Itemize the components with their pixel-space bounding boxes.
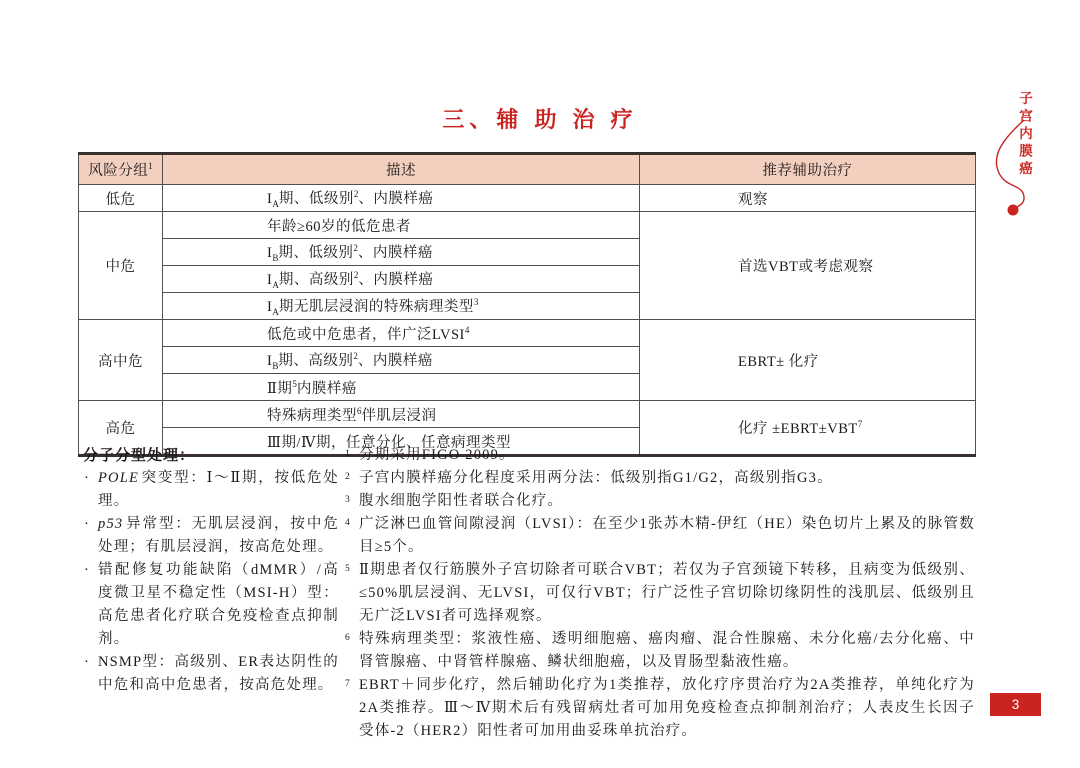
footnote-number: 7 (345, 679, 350, 689)
column-header-risk-group: 风险分组$^1$ (79, 154, 163, 185)
footnote-list (342, 444, 975, 743)
footnote: 2 子宫内膜样癌分化程度采用两分法：低级别指G1/G2，高级别指G3。 (342, 467, 975, 490)
molecular-item: · POLE 突变型：Ⅰ～Ⅱ期，按低危处理。 (83, 467, 339, 513)
footnote-number: 3 (345, 495, 350, 505)
bullet-dot-icon: · (84, 654, 91, 670)
description-cell: 低危或中危患者，伴广泛LVSI$^4$ (163, 320, 640, 347)
footnote-number: 4 (345, 518, 350, 528)
table-row (79, 185, 976, 212)
risk-table (78, 152, 976, 457)
risk-group-cell: 高中危 (79, 320, 163, 401)
side-tab-label: 子宫内膜癌 (1017, 91, 1032, 179)
footnote: 7 EBRT＋同步化疗，然后辅助化疗为1类推荐，放化疗序贯治疗为2A类推荐，单纯化疗为2A类推荐。Ⅲ～Ⅳ期术后有残留病灶者可加用免疫检查点抑制剂治疗；人表皮生长因子受体-2（HER2）阳性者可加用曲妥珠单抗治疗。 (342, 674, 975, 743)
molecular-item: · NSMP型：高级别、ER表达阴性的中危和高中危患者，按高危处理。 (83, 651, 339, 697)
description-cell: 特殊病理类型$^6$伴肌层浸润 (163, 401, 640, 428)
bullet-dot-icon: · (84, 470, 91, 486)
molecular-list (83, 467, 339, 697)
molecular-section (83, 444, 339, 697)
footnote-number: 6 (345, 633, 350, 643)
footnote: 1 分期采用FIGO 2009。 (342, 444, 975, 467)
footnote: 6 特殊病理类型：浆液性癌、透明细胞癌、癌肉瘤、混合性腺癌、未分化癌/去分化癌、中肾管腺癌、中肾管样腺癌、鳞状细胞癌，以及胃肠型黏液性癌。 (342, 628, 975, 674)
footnote: 3 腹水细胞学阳性者联合化疗。 (342, 490, 975, 513)
header-row (79, 154, 976, 185)
ribbon-decoration-icon (986, 116, 1038, 220)
description-cell: Ⅲ期/Ⅳ期，任意分化、任意病理类型 (163, 428, 640, 456)
description-cell: 年龄≥60岁的低危患者 (163, 212, 640, 239)
footnote-number: 5 (345, 564, 350, 574)
column-header-description: 描述 (163, 154, 640, 185)
footnote: 5 Ⅱ期患者仅行筋膜外子宫切除者可联合VBT；若仅为子宫颈镜下转移，且病变为低级别、≤50%肌层浸润、无LVSI，可仅行VBT；行广泛性子宫切除切缘阴性的浅肌层、低级别且无广泛LVSI者可选择观察。 (342, 559, 975, 628)
table-row (79, 320, 976, 347)
bullet-dot-icon: · (84, 562, 91, 578)
footnote-number: 1 (345, 449, 350, 459)
description-cell: $I_A$期、高级别$^2$、内膜样癌 (163, 266, 640, 293)
treatment-cell: 化疗 $\pm EBRT\pm VBT^7$ (640, 401, 976, 456)
footnote: 4 广泛淋巴血管间隙浸润（LVSI）：在至少1张苏木精-伊红（HE）染色切片上累及的脉管数目≥5个。 (342, 513, 975, 559)
treatment-cell: 观察 (640, 185, 976, 212)
page-title: 三、辅 助 治 疗 (442, 107, 638, 132)
description-cell: Ⅱ期$^5$内膜样癌 (163, 374, 640, 401)
description-cell: $I_A$期、低级别$^2$、内膜样癌 (163, 185, 640, 212)
description-cell: $I_B$期、高级别$^2$、内膜样癌 (163, 347, 640, 374)
risk-group-cell: 高危 (79, 401, 163, 456)
risk-group-cell: 低危 (79, 185, 163, 212)
table-row (79, 212, 976, 239)
bullet-dot-icon: · (84, 516, 91, 532)
table-row (79, 401, 976, 428)
treatment-cell: EBRT± 化疗 (640, 320, 976, 401)
molecular-item: · p53 异常型：无肌层浸润，按中危处理；有肌层浸润，按高危处理。 (83, 513, 339, 559)
risk-table-body (79, 185, 976, 456)
risk-table-header (79, 154, 976, 185)
column-header-recommended-therapy: 推荐辅助治疗 (640, 154, 976, 185)
footnote-number: 2 (345, 472, 350, 482)
risk-group-cell: 中危 (79, 212, 163, 320)
treatment-cell: 首选VBT或考虑观察 (640, 212, 976, 320)
molecular-heading: 分子分型处理： (83, 447, 196, 464)
page-number-badge: 3 (990, 693, 1041, 716)
molecular-item: · 错配修复功能缺陷（dMMR）/高度微卫星不稳定性（MSI-H）型：高危患者化疗联合免疫检查点抑制剂。 (83, 559, 339, 651)
description-cell: $I_A$期无肌层浸润的特殊病理类型$^3$ (163, 293, 640, 320)
description-cell: $I_B$期、低级别$^2$、内膜样癌 (163, 239, 640, 266)
